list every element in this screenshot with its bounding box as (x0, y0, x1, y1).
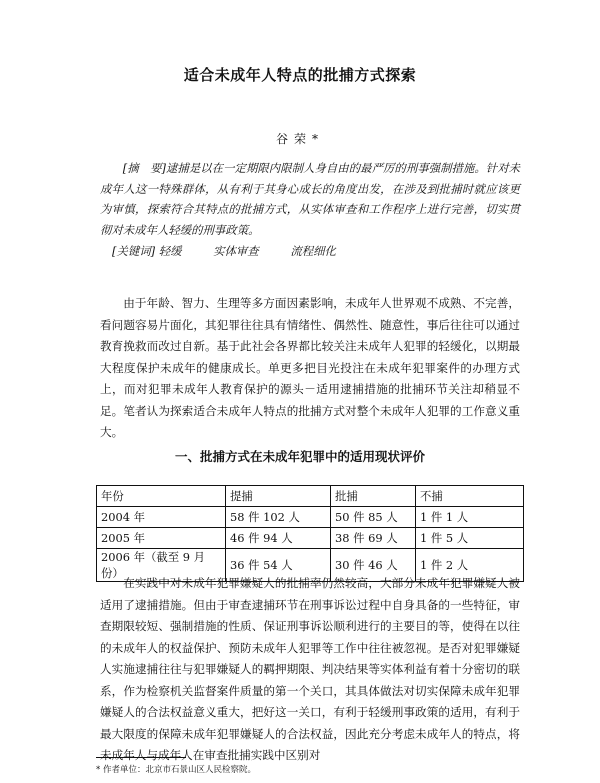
footnote-divider (96, 757, 186, 758)
table-row (97, 507, 524, 528)
keyword: 实体审查 (213, 244, 259, 258)
table-cell: 46 件 94 人 (226, 528, 331, 549)
author-name: 谷荣* (275, 132, 324, 146)
keyword: 轻缓 (158, 244, 182, 258)
article-title: 适合未成年人特点的批捕方式探索 (183, 66, 417, 84)
table-cell: 38 件 69 人 (331, 528, 416, 549)
keywords-label: [关键词] (112, 244, 156, 258)
table-cell: 58 件 102 人 (226, 507, 331, 528)
table-cell: 1 件 1 人 (416, 507, 524, 528)
abstract: [摘 要]逮捕是以在一定期限内限制人身自由的最严厉的刑事强制措施。针对未成年人这一特殊群体，从有利于其身心成长的角度出发，在涉及到批捕时就应该更为审慎，探索符合其特点的批捕方式，从实体审查和工作程序上进行完善，切实贯彻对未成年人轻缓的刑事政策。 (100, 161, 520, 237)
table-header-cell: 年份 (97, 486, 226, 507)
body-paragraph-intro: 由于年龄、智力、生理等多方面因素影响，未成年人世界观不成熟、不完善，看问题容易片面化，其犯罪往往具有情绪性、偶然性、随意性，事后往往可以通过教育挽救而改过自新。基于此社会各界都比较关注未成年人犯罪的轻缓化，以期最大程度保护未成年的健康成长。单更多把目光投注在未成年犯罪案件的办理方式上，而对犯罪未成年人教育保护的源头－适用逮捕措施的批捕环节关注却稍显不足。笔者认为探索适合未成年人特点的批捕方式对整个未成年人犯罪的工作意义重大。 (100, 296, 520, 439)
table-header-row (97, 486, 524, 507)
keyword: 流程细化 (290, 244, 336, 258)
table-cell: 30 件 46 人 (331, 549, 416, 582)
table-cell: 2004 年 (97, 507, 226, 528)
table-cell: 36 件 54 人 (226, 549, 331, 582)
statistics-table (96, 485, 524, 582)
table-header-cell: 不捕 (416, 486, 524, 507)
table-cell: 50 件 85 人 (331, 507, 416, 528)
keywords-line (112, 241, 512, 261)
section-heading: 一、批捕方式在未成年犯罪中的适用现状评价 (174, 449, 425, 464)
table-cell: 2005 年 (97, 528, 226, 549)
table-header-cell: 提捕 (226, 486, 331, 507)
footnote: * 作者单位：北京市石景山区人民检察院。 (96, 765, 256, 775)
body-paragraph-practice: 在实践中对未成年犯罪嫌疑人的批捕率仍然较高，大部分未成年犯罪嫌疑人被适用了逮捕措施。但由于审查逮捕环节在刑事诉讼过程中自身具备的一些特征，审查期限较短、强制措施的性质、保证刑事诉讼顺利进行的主要目的等，使得在以往的未成年人的权益保护、预防未成年人犯罪等工作中往往被忽视。是否对犯罪嫌疑人实施逮捕往往与犯罪嫌疑人的羁押期限、判决结果等实体利益有着十分密切的联系，作为检察机关监督案件质量的第一个关口，其具体做法对切实保障未成年犯罪嫌疑人的合法权益意义重大，把好这一关口，有利于轻缓刑事政策的适用，有利于最大限度的保障未成年犯罪嫌疑人的合法权益，因此充分考虑未成年人的特点，将未成年人与成年人在审查批捕实践中区别对 (100, 576, 520, 762)
table-cell: 1 件 5 人 (416, 528, 524, 549)
table-row (97, 528, 524, 549)
table-header-cell: 批捕 (331, 486, 416, 507)
table-cell: 1 件 2 人 (416, 549, 524, 582)
table-cell: 2006 年（截至 9 月份） (97, 549, 226, 582)
